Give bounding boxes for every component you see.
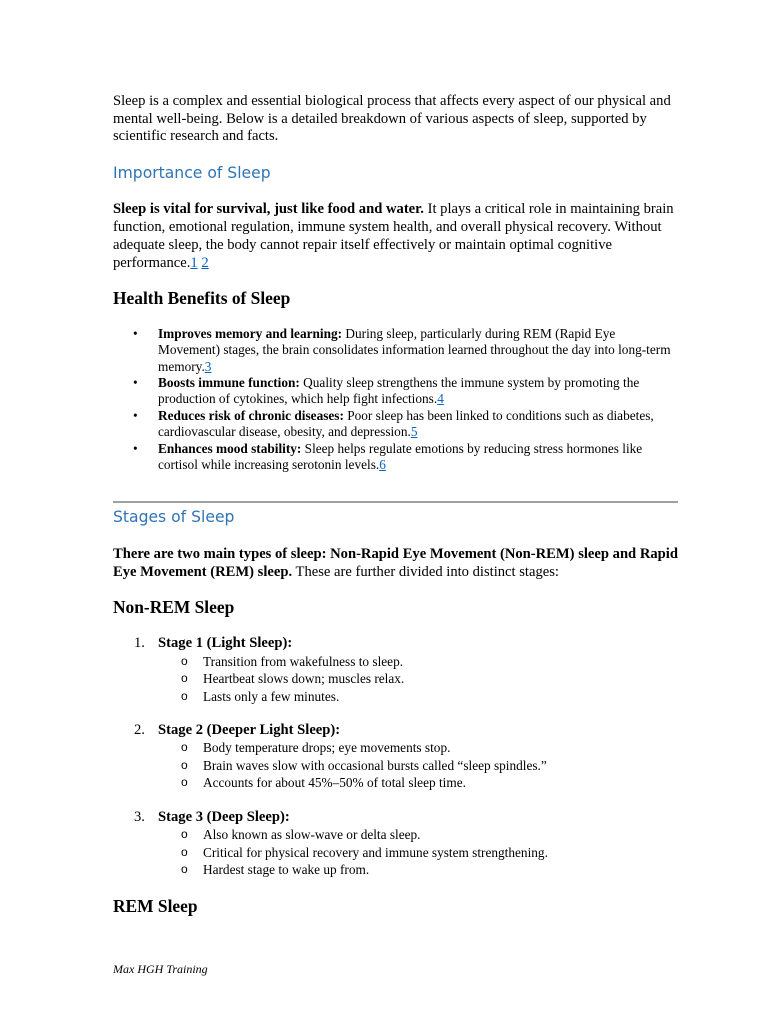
list-item xyxy=(113,375,678,408)
bullet-icon: • xyxy=(133,407,138,423)
circle-bullet-icon: o xyxy=(181,861,188,876)
circle-bullet-icon: o xyxy=(181,757,188,772)
stage-point-text: Accounts for about 45%–50% of total sleep time. xyxy=(203,775,466,791)
reference-link-2[interactable]: 2 xyxy=(201,254,209,271)
circle-bullet-icon: o xyxy=(181,740,188,755)
page-footer: Max HGH Training xyxy=(113,962,208,976)
stage-points xyxy=(158,826,678,878)
stage-point-text: Lasts only a few minutes. xyxy=(203,688,340,704)
stage-number: 2. xyxy=(134,722,145,739)
circle-bullet-icon: o xyxy=(181,844,188,859)
stage-title: Stage 2 (Deeper Light Sleep): xyxy=(158,722,341,739)
stage-item xyxy=(113,722,678,792)
list-item xyxy=(113,408,678,441)
list-item xyxy=(158,774,678,791)
circle-bullet-icon: o xyxy=(181,653,188,668)
list-item xyxy=(113,441,678,474)
stage-title: Stage 3 (Deep Sleep): xyxy=(158,808,290,825)
circle-bullet-icon: o xyxy=(181,775,188,790)
importance-lead: Sleep is vital for survival, just like food and water. xyxy=(113,200,424,217)
list-item xyxy=(158,653,678,670)
bullet-icon: • xyxy=(133,440,138,456)
stage-point-text: Body temperature drops; eye movements stop. xyxy=(203,740,451,756)
list-item xyxy=(113,326,678,375)
reference-link-1[interactable]: 1 xyxy=(190,254,198,271)
stage-points xyxy=(158,653,678,705)
section-divider xyxy=(113,501,678,503)
stage-point-text: Heartbeat slows down; muscles relax. xyxy=(203,671,405,687)
list-item xyxy=(158,670,678,687)
stage-number: 1. xyxy=(134,635,145,652)
stage-item xyxy=(113,635,678,705)
stages-lead: There are two main types of sleep: Non-Rapid Eye Movement (Non-REM) sleep and Rapid Eye Movement (REM) sleep. xyxy=(113,546,678,581)
circle-bullet-icon: o xyxy=(181,671,188,686)
stages-text: These are further divided into distinct stages: xyxy=(292,564,559,581)
stage-point-text: Critical for physical recovery and immune system strengthening. xyxy=(203,844,548,860)
reference-link-6[interactable]: 6 xyxy=(379,457,386,473)
stage-point-text: Transition from wakefulness to sleep. xyxy=(203,653,404,669)
benefit-text: Sleep helps regulate emotions by reducing stress hormones like cortisol while increasing serotonin levels. xyxy=(158,440,643,473)
reference-link-5[interactable]: 5 xyxy=(410,424,418,440)
stage-number: 3. xyxy=(134,808,145,825)
benefit-label: Enhances mood stability: xyxy=(158,440,302,456)
list-item xyxy=(158,826,678,843)
bullet-icon: • xyxy=(133,325,138,341)
intro-paragraph: Sleep is a complex and essential biological process that affects every aspect of our physical and mental well-being. Below is a detailed breakdown of various aspects of sleep, supported by scientific research and facts. xyxy=(113,93,671,145)
list-item xyxy=(158,757,678,774)
bullet-icon: • xyxy=(133,375,138,390)
stage-item xyxy=(113,809,678,879)
stages-paragraph xyxy=(113,545,678,581)
stage-point-text: Hardest stage to wake up from. xyxy=(203,861,370,877)
document-page xyxy=(113,93,678,917)
stage-title: Stage 1 (Light Sleep): xyxy=(158,635,293,652)
benefit-text: Poor sleep has been linked to conditions such as diabetes, cardiovascular disease, obesity, and depression. xyxy=(158,407,654,440)
list-item xyxy=(158,861,678,878)
importance-paragraph xyxy=(113,200,678,272)
circle-bullet-icon: o xyxy=(181,688,188,703)
benefit-text: Quality sleep strengthens the immune system by promoting the production of cytokines, which help fight infections. xyxy=(158,375,640,407)
reference-link-3[interactable]: 3 xyxy=(204,358,212,374)
reference-link-4[interactable]: 4 xyxy=(437,391,444,407)
nonrem-heading: Non-REM Sleep xyxy=(113,597,235,618)
stage-point-text: Also known as slow-wave or delta sleep. xyxy=(203,827,421,843)
rem-heading: REM Sleep xyxy=(113,896,198,917)
stages-heading: Stages of Sleep xyxy=(113,508,235,527)
benefit-label: Improves memory and learning: xyxy=(158,325,343,341)
benefits-heading: Health Benefits of Sleep xyxy=(113,287,291,308)
benefit-label: Reduces risk of chronic diseases: xyxy=(158,407,344,423)
importance-heading: Importance of Sleep xyxy=(113,163,271,182)
benefits-list xyxy=(113,326,678,474)
stage-point-text: Brain waves slow with occasional bursts called “sleep spindles.” xyxy=(203,757,547,773)
importance-text: It plays a critical role in maintaining brain function, emotional regulation, immune system health, and overall physical recovery. Without adequate sleep, the body cannot repair itself effectively or maintain optimal cognitive performance. xyxy=(113,200,674,271)
circle-bullet-icon: o xyxy=(181,827,188,842)
benefit-text: During sleep, particularly during REM (Rapid Eye Movement) stages, the brain consolidates information learned throughout the day into long-term memory. xyxy=(158,325,671,374)
list-item xyxy=(158,739,678,756)
stage-points xyxy=(158,739,678,791)
nonrem-stages-list xyxy=(113,635,678,878)
list-item xyxy=(158,688,678,705)
list-item xyxy=(158,844,678,861)
benefit-label: Boosts immune function: xyxy=(158,375,300,390)
